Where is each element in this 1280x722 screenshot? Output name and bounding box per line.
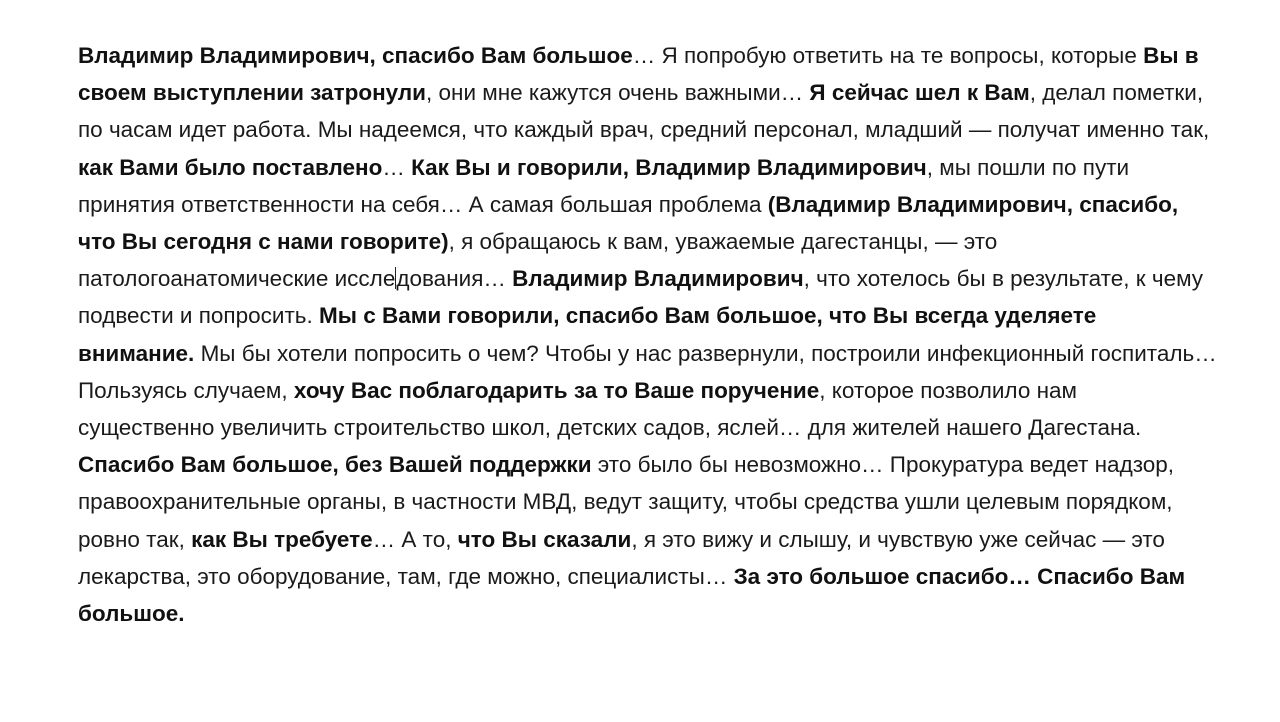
text-run: …	[382, 154, 412, 180]
text-run: это было бы невозможно… Прокуратура ведет надзор, правоохранительные органы, в частности МВД, ведут защиту, чтобы средства ушли целевым порядком, ровно так,	[78, 452, 1175, 552]
bold-phrase: Вы в своем выступлении затронули	[78, 43, 1199, 106]
bold-phrase: как Вы требуете	[191, 526, 373, 552]
text-run: , которое позволило нам существенно увеличить строительство школ, детских садов, яслей… для жителей нашего Дагестана.	[78, 377, 1142, 441]
bold-phrase: Мы с Вами говорили, спасибо Вам большое, что Вы всегда уделяете внимание.	[78, 303, 1097, 366]
text-run: , мы пошли по пути принятия ответственности на себя… А самая большая проблема	[78, 154, 1130, 217]
text-run: … Я попробую ответить на те вопросы, которые	[632, 43, 1144, 68]
bold-phrase: Владимир Владимирович, спасибо Вам большое	[78, 43, 633, 68]
bold-phrase: За это большое спасибо… Спасибо Вам большое.	[78, 563, 1186, 627]
bold-phrase: Владимир Владимирович	[512, 266, 804, 292]
bold-phrase: что Вы сказали	[457, 526, 632, 552]
text-run: , я это вижу и слышу, и чувствую уже сейчас — это лекарства, это оборудование, там, где можно, специалисты…	[78, 526, 1165, 589]
text-run: , они мне кажутся очень важными…	[426, 80, 810, 106]
bold-phrase: хочу Вас поблагодарить за то Ваше поручение	[293, 377, 820, 403]
bold-phrase: как Вами было поставлено	[78, 154, 383, 180]
bold-phrase: Как Вы и говорили, Владимир Владимирович	[411, 154, 927, 180]
text-run: … А то,	[372, 526, 458, 552]
bold-phrase: Я сейчас шел к Вам	[809, 80, 1030, 106]
document-paragraph	[78, 37, 1218, 632]
bold-phrase: Спасибо Вам большое, без Вашей поддержки	[78, 452, 592, 478]
bold-phrase: (Владимир Владимирович, спасибо, что Вы сегодня с нами говорите)	[78, 191, 1179, 255]
text-run: , я обращаюсь к вам, уважаемые дагестанцы, — это патологоанатомические иссле	[78, 229, 998, 292]
text-run: , делал пометки, по часам идет работа. Мы надеемся, что каждый врач, средний персонал, младший — получат именно так,	[78, 80, 1210, 143]
text-run: , что хотелось бы в результате, к чему подвести и попросить.	[78, 266, 1204, 329]
text-run: Мы бы хотели попросить о чем? Чтобы у нас развернули, построили инфекционный госпиталь… Пользуясь случаем,	[78, 340, 1217, 403]
text-run: дования…	[396, 266, 513, 292]
